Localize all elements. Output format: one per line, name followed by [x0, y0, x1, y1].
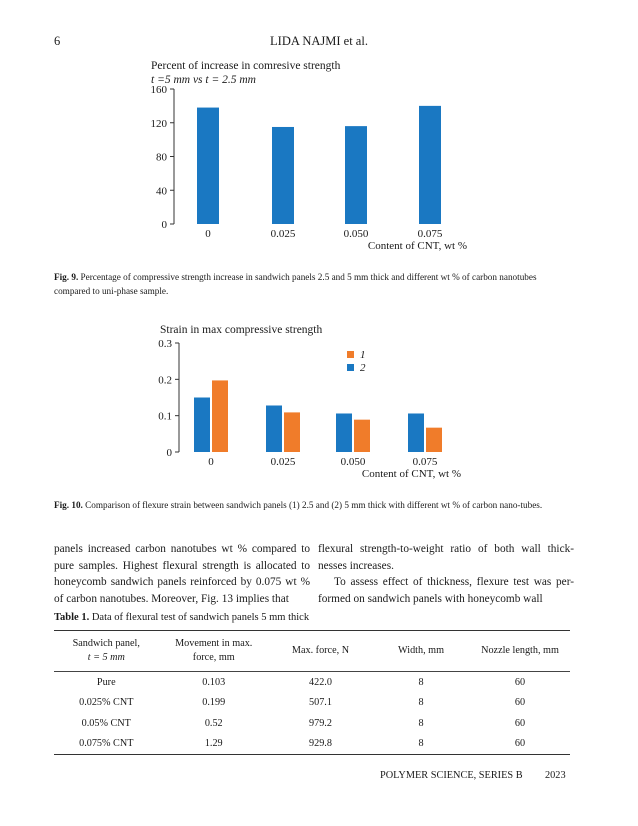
x-axis-label: Content of CNT, wt % [367, 240, 467, 252]
table-cell: 507.1 [309, 697, 332, 709]
body-left-column [54, 541, 310, 607]
body-right-paragraph-1: flexural strength-to-weight ratio of both wall thick-nesses increases. [318, 543, 574, 572]
x-tick-label: 0.050 [340, 456, 366, 468]
table-cell: 60 [514, 697, 526, 709]
bar-series-2 [194, 398, 210, 453]
legend-label: 1 [360, 349, 366, 361]
table1-caption-label: Table 1. [54, 612, 90, 623]
table-cell: 0.025% CNT [79, 697, 134, 709]
x-tick-label: 0 [205, 228, 211, 240]
bar [197, 108, 219, 224]
bar [345, 126, 367, 224]
table-cell: 8 [418, 697, 424, 709]
table-cell: 0.52 [204, 717, 223, 729]
fig10-caption-label: Fig. 10. [54, 500, 83, 510]
table-cell: Pure [96, 676, 116, 688]
table-cell: 0.199 [202, 697, 226, 709]
running-title: LIDA NAJMI et al. [270, 34, 368, 48]
table-cell: 8 [418, 717, 424, 729]
bar [419, 106, 441, 224]
x-tick-label: 0.025 [270, 228, 296, 240]
table-cell: 0.075% CNT [54, 734, 159, 755]
table-row [54, 734, 570, 755]
table-cell: 1.29 [159, 734, 269, 755]
y-tick-label: 80 [156, 151, 167, 164]
table-cell: 422.0 [309, 676, 332, 688]
footer-journal: POLYMER SCIENCE, SERIES B [380, 770, 523, 781]
fig10-caption-text: Comparison of flexure strain between sandwich panels (1) 2.5 and (2) 5 mm thick with different wt % of carbon nano-tubes. [85, 500, 543, 510]
table1-header-cell: Width, mm [372, 631, 470, 672]
table-cell: 60 [514, 676, 526, 688]
x-tick-label: 0.075 [412, 456, 438, 468]
legend-swatch [347, 364, 354, 371]
bar-series-1 [426, 428, 442, 452]
table-cell: 0.103 [202, 676, 226, 688]
table1-header-row [54, 631, 570, 672]
y-tick-label: 0.2 [158, 374, 172, 387]
bar-series-1 [212, 380, 228, 452]
x-tick-label: 0.075 [417, 228, 443, 240]
bar-series-1 [354, 420, 370, 452]
fig10-title: Strain in max compressive strength [160, 324, 323, 336]
fig9-title-line2: t =5 mm vs t = 2.5 mm [151, 74, 256, 86]
fig9-caption-text: Percentage of compressive strength increase in sandwich panels 2.5 and 5 mm thick and different wt % of carbon nanotubes compared to uni-phase sample. [54, 272, 537, 296]
table1-caption [54, 612, 309, 623]
table-cell: 929.8 [269, 734, 372, 755]
bar [272, 127, 294, 224]
table-cell: 979.2 [309, 717, 332, 729]
table1-caption-text: Data of flexural test of sandwich panels 5 mm thick [91, 612, 310, 623]
y-tick-label: 40 [156, 185, 167, 198]
fig9-title-line1: Percent of increase in comresive strength [151, 60, 341, 72]
bar-series-2 [408, 413, 424, 452]
body-left-paragraph: panels increased carbon nanotubes wt % compared to pure samples. Highest flexural strength is allocated to honeycomb sandwich panels reinforced by 0.075 wt % of carbon nanotubes. Moreover, Fig. 13 implies that [54, 543, 310, 605]
y-tick-label: 0 [166, 447, 172, 459]
bar-series-2 [266, 405, 282, 452]
table-cell: 8 [372, 734, 470, 755]
x-tick-label: 0 [208, 456, 214, 468]
x-tick-label: 0.025 [270, 456, 296, 468]
bar-series-2 [336, 413, 352, 452]
table-row [54, 713, 570, 734]
table1-header-cell: Max. force, N [269, 631, 372, 672]
body-right-paragraph-2: To assess effect of thickness, flexure test was per-formed on sandwich panels with honeycomb wall [318, 576, 574, 605]
table-row [54, 672, 570, 693]
y-tick-label: 0 [161, 219, 167, 231]
table-cell: 60 [514, 717, 526, 729]
table1 [54, 630, 570, 755]
table-cell: 60 [470, 734, 570, 755]
y-tick-label: 120 [150, 117, 167, 130]
bar-series-1 [284, 412, 300, 452]
legend-label: 2 [360, 362, 366, 374]
y-tick-label: 160 [150, 84, 167, 96]
table1-header-cell: Sandwich panel, t = 5 mm [54, 631, 159, 672]
y-tick-label: 0.1 [158, 410, 172, 423]
table-cell: 0.05% CNT [81, 717, 131, 729]
table1-header-cell: Nozzle length, mm [470, 631, 570, 672]
fig9-caption-label: Fig. 9. [54, 272, 79, 282]
x-tick-label: 0.050 [343, 228, 369, 240]
fig10-caption [54, 498, 574, 512]
fig9-caption [54, 270, 574, 298]
x-axis-label: Content of CNT, wt % [361, 468, 461, 480]
y-tick-label: 0.3 [158, 338, 172, 350]
footer-year: 2023 [545, 770, 566, 781]
table1-header-cell: Movement in max. force, mm [159, 631, 269, 672]
fig9-bar-chart [0, 0, 638, 260]
page-number: 6 [54, 34, 61, 48]
table-row [54, 693, 570, 714]
body-right-column [318, 541, 574, 607]
legend-swatch [347, 351, 354, 358]
table-cell: 8 [418, 676, 424, 688]
fig10-bar-chart [0, 300, 638, 490]
